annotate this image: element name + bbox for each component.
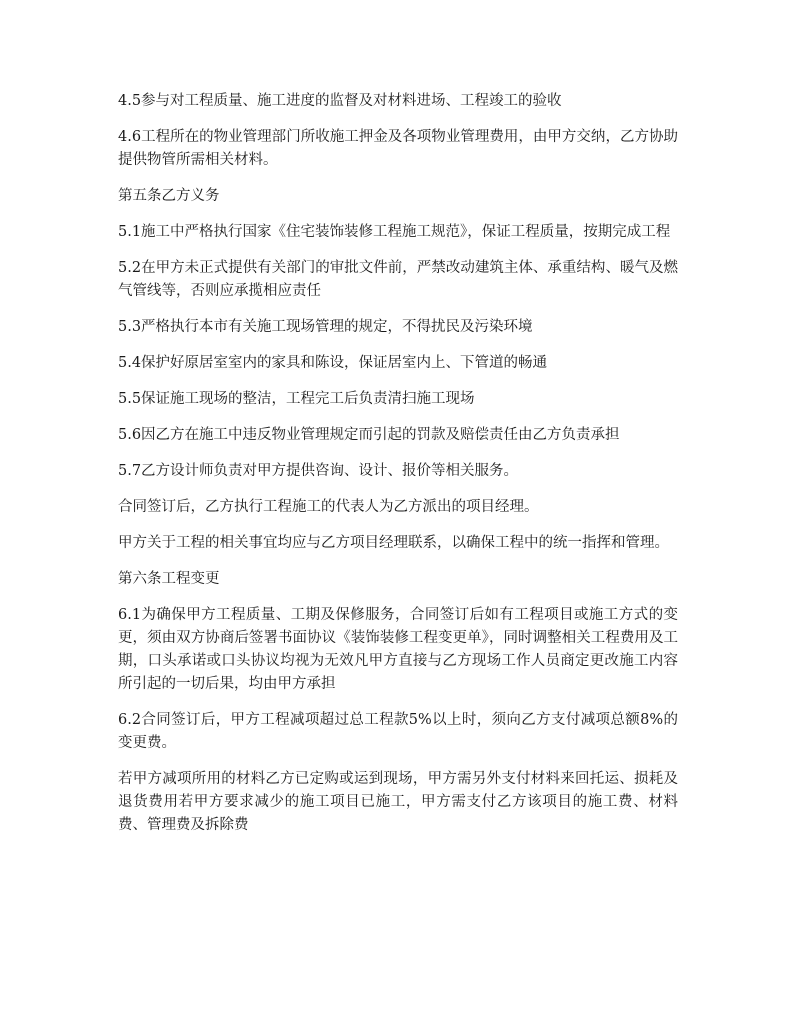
clause-4-6: 4.6工程所在的物业管理部门所收施工押金及各项物业管理费用，由甲方交纳，乙方协助提供物管所需相关材料。	[118, 129, 678, 168]
clause-5-7: 5.7乙方设计师负责对甲方提供咨询、设计、报价等相关服务。	[118, 463, 519, 479]
project-manager-paragraph: 合同签订后，乙方执行工程施工的代表人为乙方派出的项目经理。	[118, 499, 539, 515]
reduction-cost-paragraph: 若甲方减项所用的材料乙方已定购或运到现场，甲方需另外支付材料来回托运、损耗及退货费用若甲方要求减少的施工项目已施工，甲方需支付乙方该项目的施工费、材料费、管理费及拆除费	[118, 771, 678, 833]
clause-4-5: 4.5参与对工程质量、施工进度的监督及对材料进场、工程竣工的验收	[118, 93, 562, 109]
article-6-heading: 第六条工程变更	[118, 571, 220, 587]
clause-5-4: 5.4保护好原居室室内的家具和陈设，保证居室内上、下管道的畅通	[118, 355, 548, 371]
clause-6-1: 6.1为确保甲方工程质量、工期及保修服务，合同签订后如有工程项目或施工方式的变更，须由双方协商后签署书面协议《装饰装修工程变更单》，同时调整相关工程费用及工期，口头承诺或口头协议均视为无效凡甲方直接与乙方现场工作人员商定更改施工内容所引起的一切后果，均由甲方承担	[118, 607, 678, 692]
clause-5-2: 5.2在甲方未正式提供有关部门的审批文件前，严禁改动建筑主体、承重结构、暖气及燃气管线等，否则应承揽相应责任	[118, 260, 678, 299]
clause-5-1: 5.1施工中严格执行国家《住宅装饰装修工程施工规范》，保证工程质量，按期完成工程	[118, 224, 671, 240]
document-body	[118, 90, 678, 850]
clause-6-2: 6.2合同签订后，甲方工程减项超过总工程款5%以上时，须向乙方支付减项总额8%的变更费。	[118, 712, 678, 751]
clause-5-6: 5.6因乙方在施工中违反物业管理规定而引起的罚款及赔偿责任由乙方负责承担	[118, 427, 620, 443]
contact-paragraph: 甲方关于工程的相关事宜均应与乙方项目经理联系，以确保工程中的统一指挥和管理。	[118, 535, 669, 551]
clause-5-3: 5.3严格执行本市有关施工现场管理的规定，不得扰民及污染环境	[118, 319, 533, 335]
clause-5-5: 5.5保证施工现场的整洁，工程完工后负责清扫施工现场	[118, 391, 475, 407]
article-5-heading: 第五条乙方义务	[118, 188, 220, 204]
